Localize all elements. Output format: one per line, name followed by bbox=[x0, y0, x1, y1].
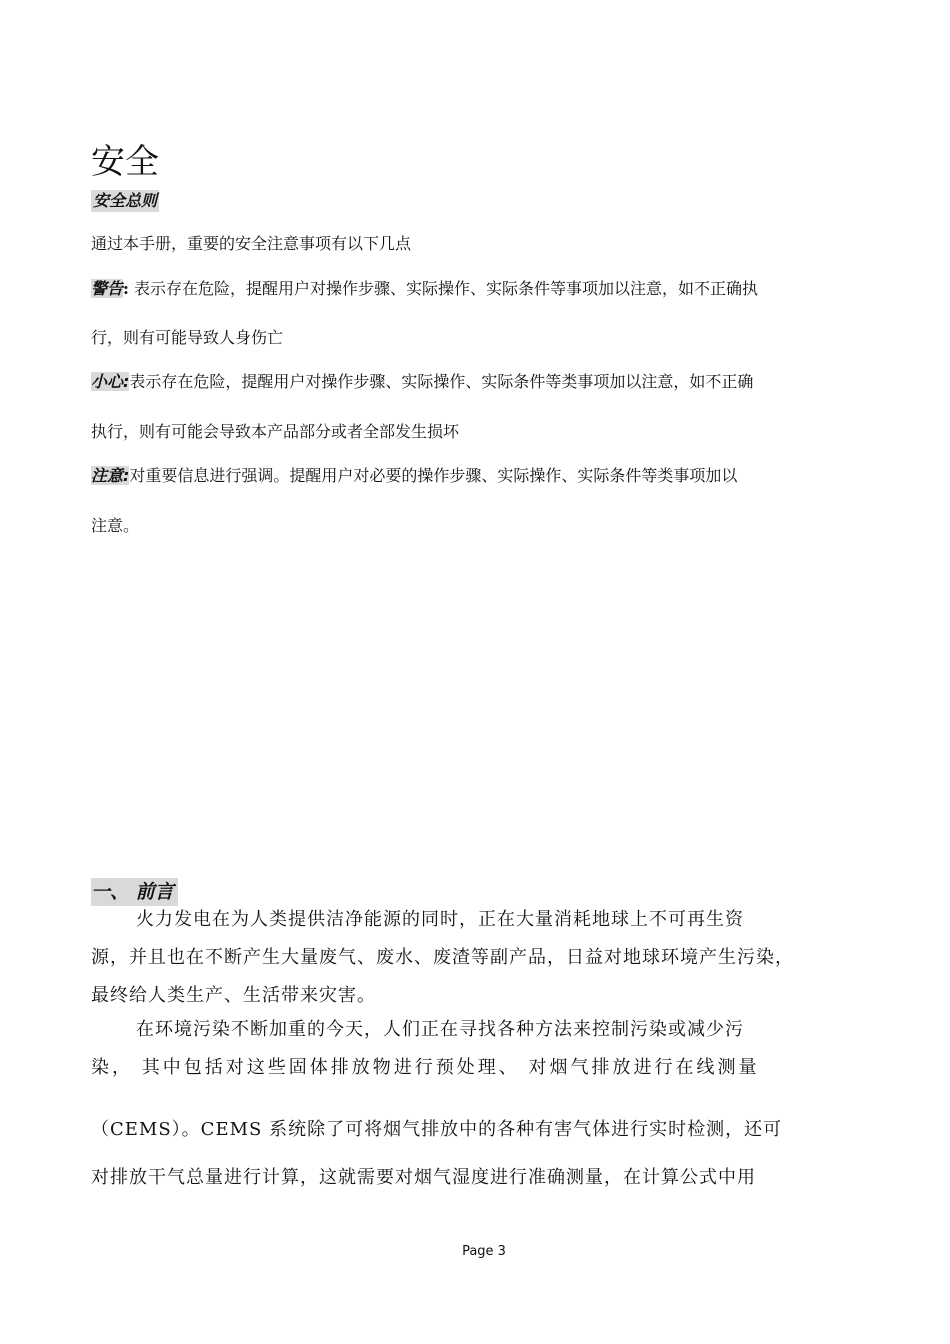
preface-p1-line-1: 火力发电在为人类提供洁净能源的同时，正在大量消耗地球上不可再生资 bbox=[136, 909, 744, 930]
preface-p1-line-2: 源，并且也在不断产生大量废气、废水、废渣等副产品，日益对地球环境产生污染， bbox=[91, 947, 794, 968]
note-line-1 bbox=[91, 464, 866, 488]
caution-line-1 bbox=[91, 370, 866, 394]
note-line-2: 注意。 bbox=[91, 516, 140, 535]
note-label: 注意: bbox=[91, 466, 130, 485]
preface-p2-line-1: 在环境污染不断加重的今天，人们正在寻找各种方法来控制污染或减少污 bbox=[136, 1019, 744, 1040]
warning-line-2: 行，则有可能导致人身伤亡 bbox=[91, 328, 284, 347]
warning-label: 警告 bbox=[91, 279, 124, 298]
caution-line-2: 执行，则有可能会导致本产品部分或者全部发生损坏 bbox=[91, 422, 460, 441]
warning-line-1: 警告: 表示存在危险，提醒用户对操作步骤、实际操作、实际条件等事项加以注意，如不正确执 bbox=[91, 279, 759, 298]
caution-text-1: 表示存在危险，提醒用户对操作步骤、实际操作、实际条件等类事项加以注意，如不正确 bbox=[129, 372, 754, 391]
preface-p2-line-4: 对排放干气总量进行计算，这就需要对烟气湿度进行准确测量，在计算公式中用 bbox=[91, 1167, 756, 1188]
caution-label: 小心: bbox=[91, 372, 130, 391]
intro-paragraph: 通过本手册，重要的安全注意事项有以下几点 bbox=[91, 234, 412, 253]
warning-text-1: 表示存在危险，提醒用户对操作步骤、实际操作、实际条件等事项加以注意，如不正确执 bbox=[134, 279, 759, 298]
section-title: 安全 bbox=[91, 142, 159, 182]
preface-p1-line-3: 最终给人类生产、生活带来灾害。 bbox=[91, 985, 376, 1006]
preface-p2-line-3: （CEMS）。CEMS 系统除了可将烟气排放中的各种有害气体进行实时检测，还可 bbox=[91, 1119, 783, 1140]
preface-heading: 一、 前言 bbox=[91, 878, 178, 906]
section-subtitle: 安全总则 bbox=[93, 191, 158, 210]
page-number: Page 3 bbox=[462, 1244, 506, 1259]
note-text-1: 对重要信息进行强调。提醒用户对必要的操作步骤、实际操作、实际条件等类事项加以 bbox=[129, 466, 738, 485]
preface-p2-line-2: 染， 其中包括对这些固体排放物进行预处理、 对烟气排放进行在线测量 bbox=[91, 1057, 760, 1078]
